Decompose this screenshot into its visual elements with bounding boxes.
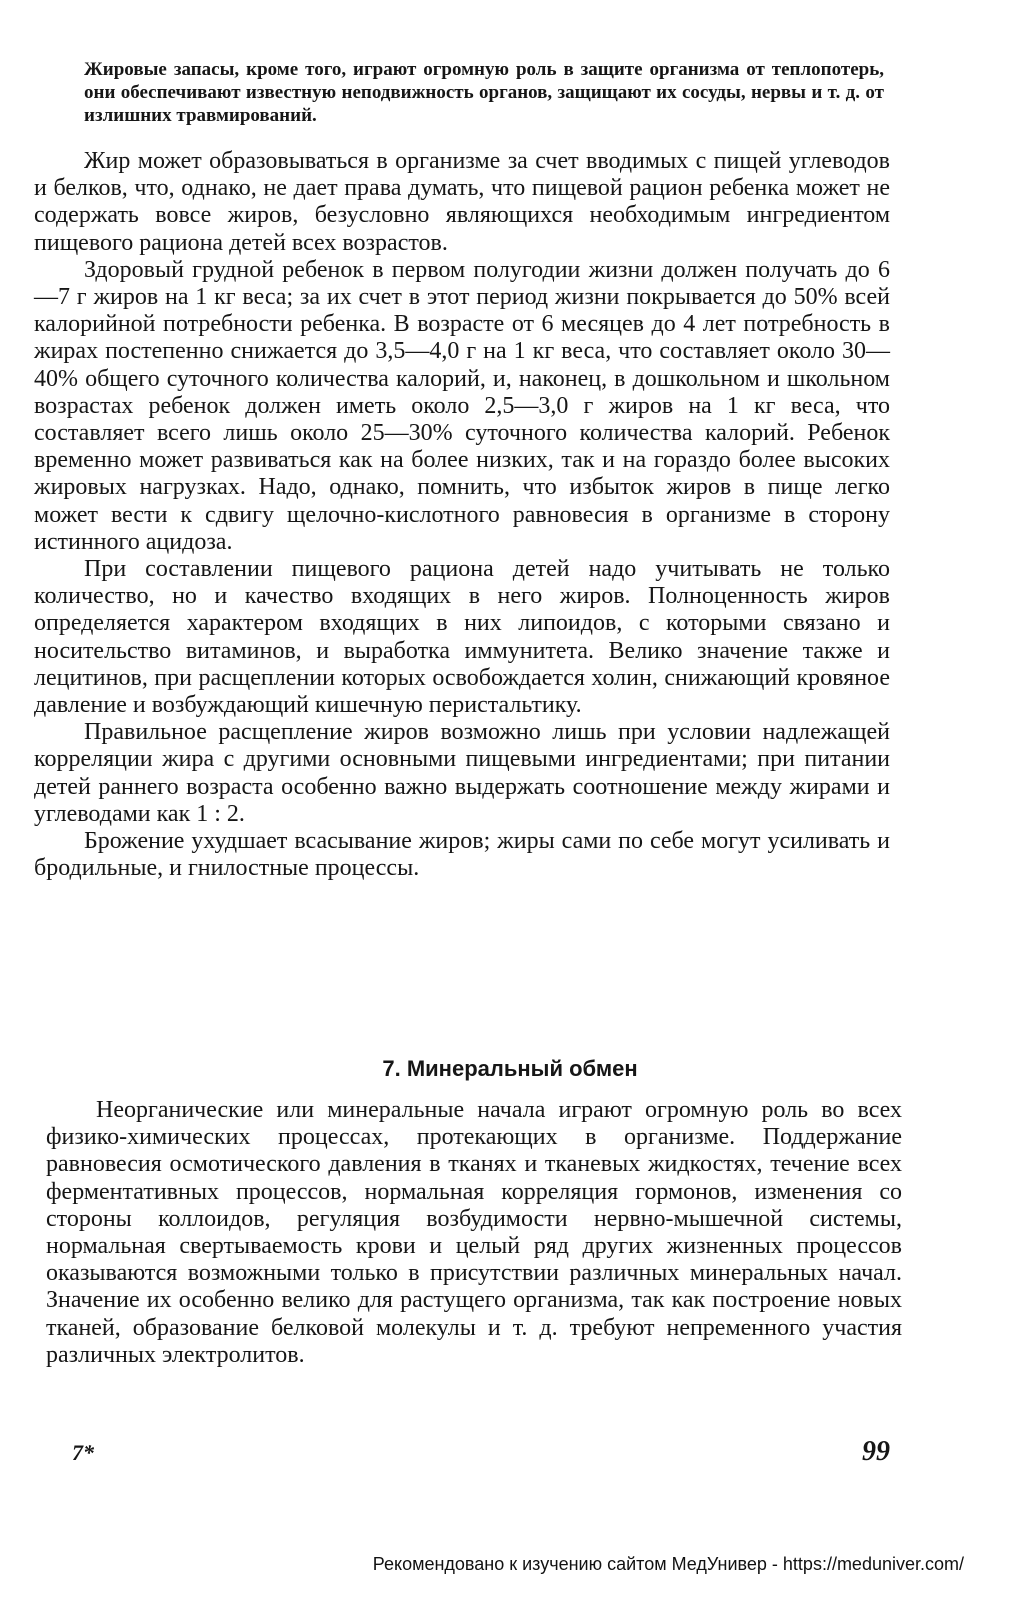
fat-paragraph-3: При составлении пищевого рациона детей надо учитывать не только количество, но и качество входящих в него жиров. Полноценность жиров определяется характером входящих в них липоидов, с которыми связано и носительство витаминов, и выработка иммунитета. Велико значение также и лецитинов, при расщеплении которых освобождается холин, снижающий кровяное давление и возбуждающий кишечную перистальтику. bbox=[34, 556, 890, 719]
fat-paragraph-4: Правильное расщепление жиров возможно лишь при условии надлежащей корреляции жира с другими основными пищевыми ингредиентами; при питании детей раннего возраста особенно важно выдержать соотношение между жирами и углеводами как 1 : 2. bbox=[34, 719, 890, 827]
fat-paragraph-2: Здоровый грудной ребенок в первом полугодии жизни должен получать до 6—7 г жиров на 1 кг веса; за их счет в этот период жизни покрывается до 50% всей калорийной потребности ребенка. В возрасте от 6 месяцев до 4 лет потребность в жирах постепенно снижается до 3,5—4,0 г на 1 кг веса, что составляет около 30—40% общего суточного количества калорий, и, наконец, в дошкольном и школьном возрастах ребенок должен иметь около 2,5—3,0 г жиров на 1 кг веса, что составляет всего лишь около 25—30% суточного количества калорий. Ребенок временно может развиваться как на более низких, так и на гораздо более высоких жировых нагрузках. Надо, однако, помнить, что избыток жиров в пище легко может вести к сдвигу щелочно-кислотного равновесия в организме в сторону истинного ацидоза. bbox=[34, 256, 890, 555]
mineral-paragraph-1: Неорганические или минеральные начала играют огромную роль во всех физико-химических процессах, протекающих в организме. Поддержание равновесия осмотического давления в тканях и тканевых жидкостях, течение всех ферментативных процессов, нормальная корреляция гормонов, изменения со стороны коллоидов, регуляция возбудимости нервно-мышечной системы, нормальная свертываемость крови и целый ряд других жизненных процессов оказываются возможными только в присутствии различных минеральных начал. Значение их особенно велико для растущего организма, так как построение новых тканей, образование белковой молекулы и т. д. требуют непременного участия различных электролитов. bbox=[46, 1097, 902, 1368]
mineral-section bbox=[46, 1097, 902, 1369]
fat-paragraph-5: Брожение ухудшает всасывание жиров; жиры сами по себе могут усиливать и бродильные, и гнилостные процессы. bbox=[34, 828, 890, 882]
signature-mark: 7* bbox=[72, 1440, 94, 1465]
section-heading-mineral: 7. Минеральный обмен bbox=[382, 1056, 638, 1081]
page-number: 99 bbox=[862, 1436, 890, 1467]
footer-note: Рекомендовано к изучению сайтом МедУнивер - https://meduniver.com/ bbox=[372, 1554, 964, 1574]
fat-paragraph-1: Жир может образовываться в организме за счет вводимых с пищей углеводов и белков, что, однако, не дает права думать, что пищевой рацион ребенка может не содержать вовсе жиров, безусловно являющихся необходимым ингредиентом пищевого рациона детей всех возрастов. bbox=[34, 148, 890, 256]
fat-section bbox=[34, 148, 890, 882]
intro-paragraph: Жировые запасы, кроме того, играют огромную роль в защите организма от теплопотерь, они обеспечивают известную неподвижность органов, защищают их сосуды, нервы и т. д. от излишних травмирований. bbox=[84, 59, 884, 126]
